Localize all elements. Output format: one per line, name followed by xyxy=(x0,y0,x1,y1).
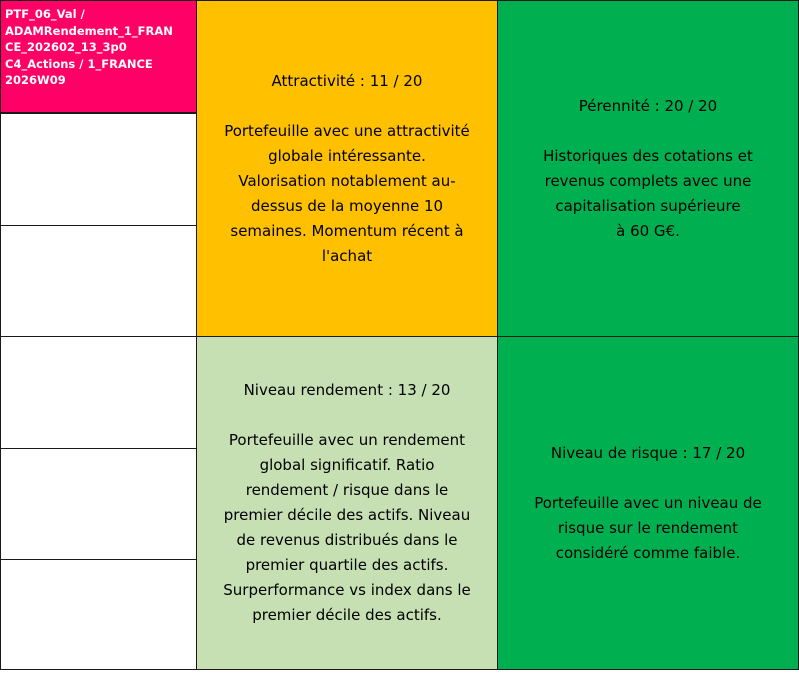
perennite-title: Pérennité : 20 / 20 xyxy=(578,96,718,115)
perennite-panel xyxy=(497,0,799,337)
portfolio-label-line-1: PTF_06_Val / xyxy=(5,7,85,21)
rendement-title: Niveau rendement : 13 / 20 xyxy=(243,381,451,399)
portfolio-label-line-4: C4_Actions / 1_FRANCE xyxy=(5,56,153,71)
portfolio-label-line-5: 2026W09 xyxy=(5,73,66,87)
attractivite-panel xyxy=(196,0,498,337)
empty-cell-2 xyxy=(0,225,197,337)
rendement-panel xyxy=(196,336,498,670)
attractivite-title: Attractivité : 11 / 20 xyxy=(271,71,423,90)
empty-cell-3 xyxy=(0,336,197,449)
empty-cell-5 xyxy=(0,559,197,670)
rendement-description: Portefeuille avec un rendement global significatif. Ratio rendement / risque dans le premier décile des actifs. Niveau de revenus distribués dans le premier quartile des actifs. Surperformance vs index dans le premier décile des actifs. xyxy=(223,431,471,624)
empty-cell-4 xyxy=(0,448,197,560)
portfolio-label-line-2: ADAMRendement_1_FRAN xyxy=(5,23,173,38)
portfolio-label xyxy=(0,0,197,113)
portfolio-label-line-3: CE_202602_13_3p0 xyxy=(5,40,127,54)
risque-title: Niveau de risque : 17 / 20 xyxy=(550,443,746,462)
attractivite-description: Portefeuille avec une attractivité globale intéressante. Valorisation notablement au- dessus de la moyenne 10 semaines. Momentum récent à l'achat xyxy=(224,121,470,265)
risque-description: Portefeuille avec un niveau de risque sur le rendement considéré comme faible. xyxy=(534,493,762,562)
perennite-description: Historiques des cotations et revenus complets avec une capitalisation supérieure à 60 G€. xyxy=(543,146,753,240)
risque-panel xyxy=(497,336,799,670)
empty-cell-1 xyxy=(0,113,197,226)
